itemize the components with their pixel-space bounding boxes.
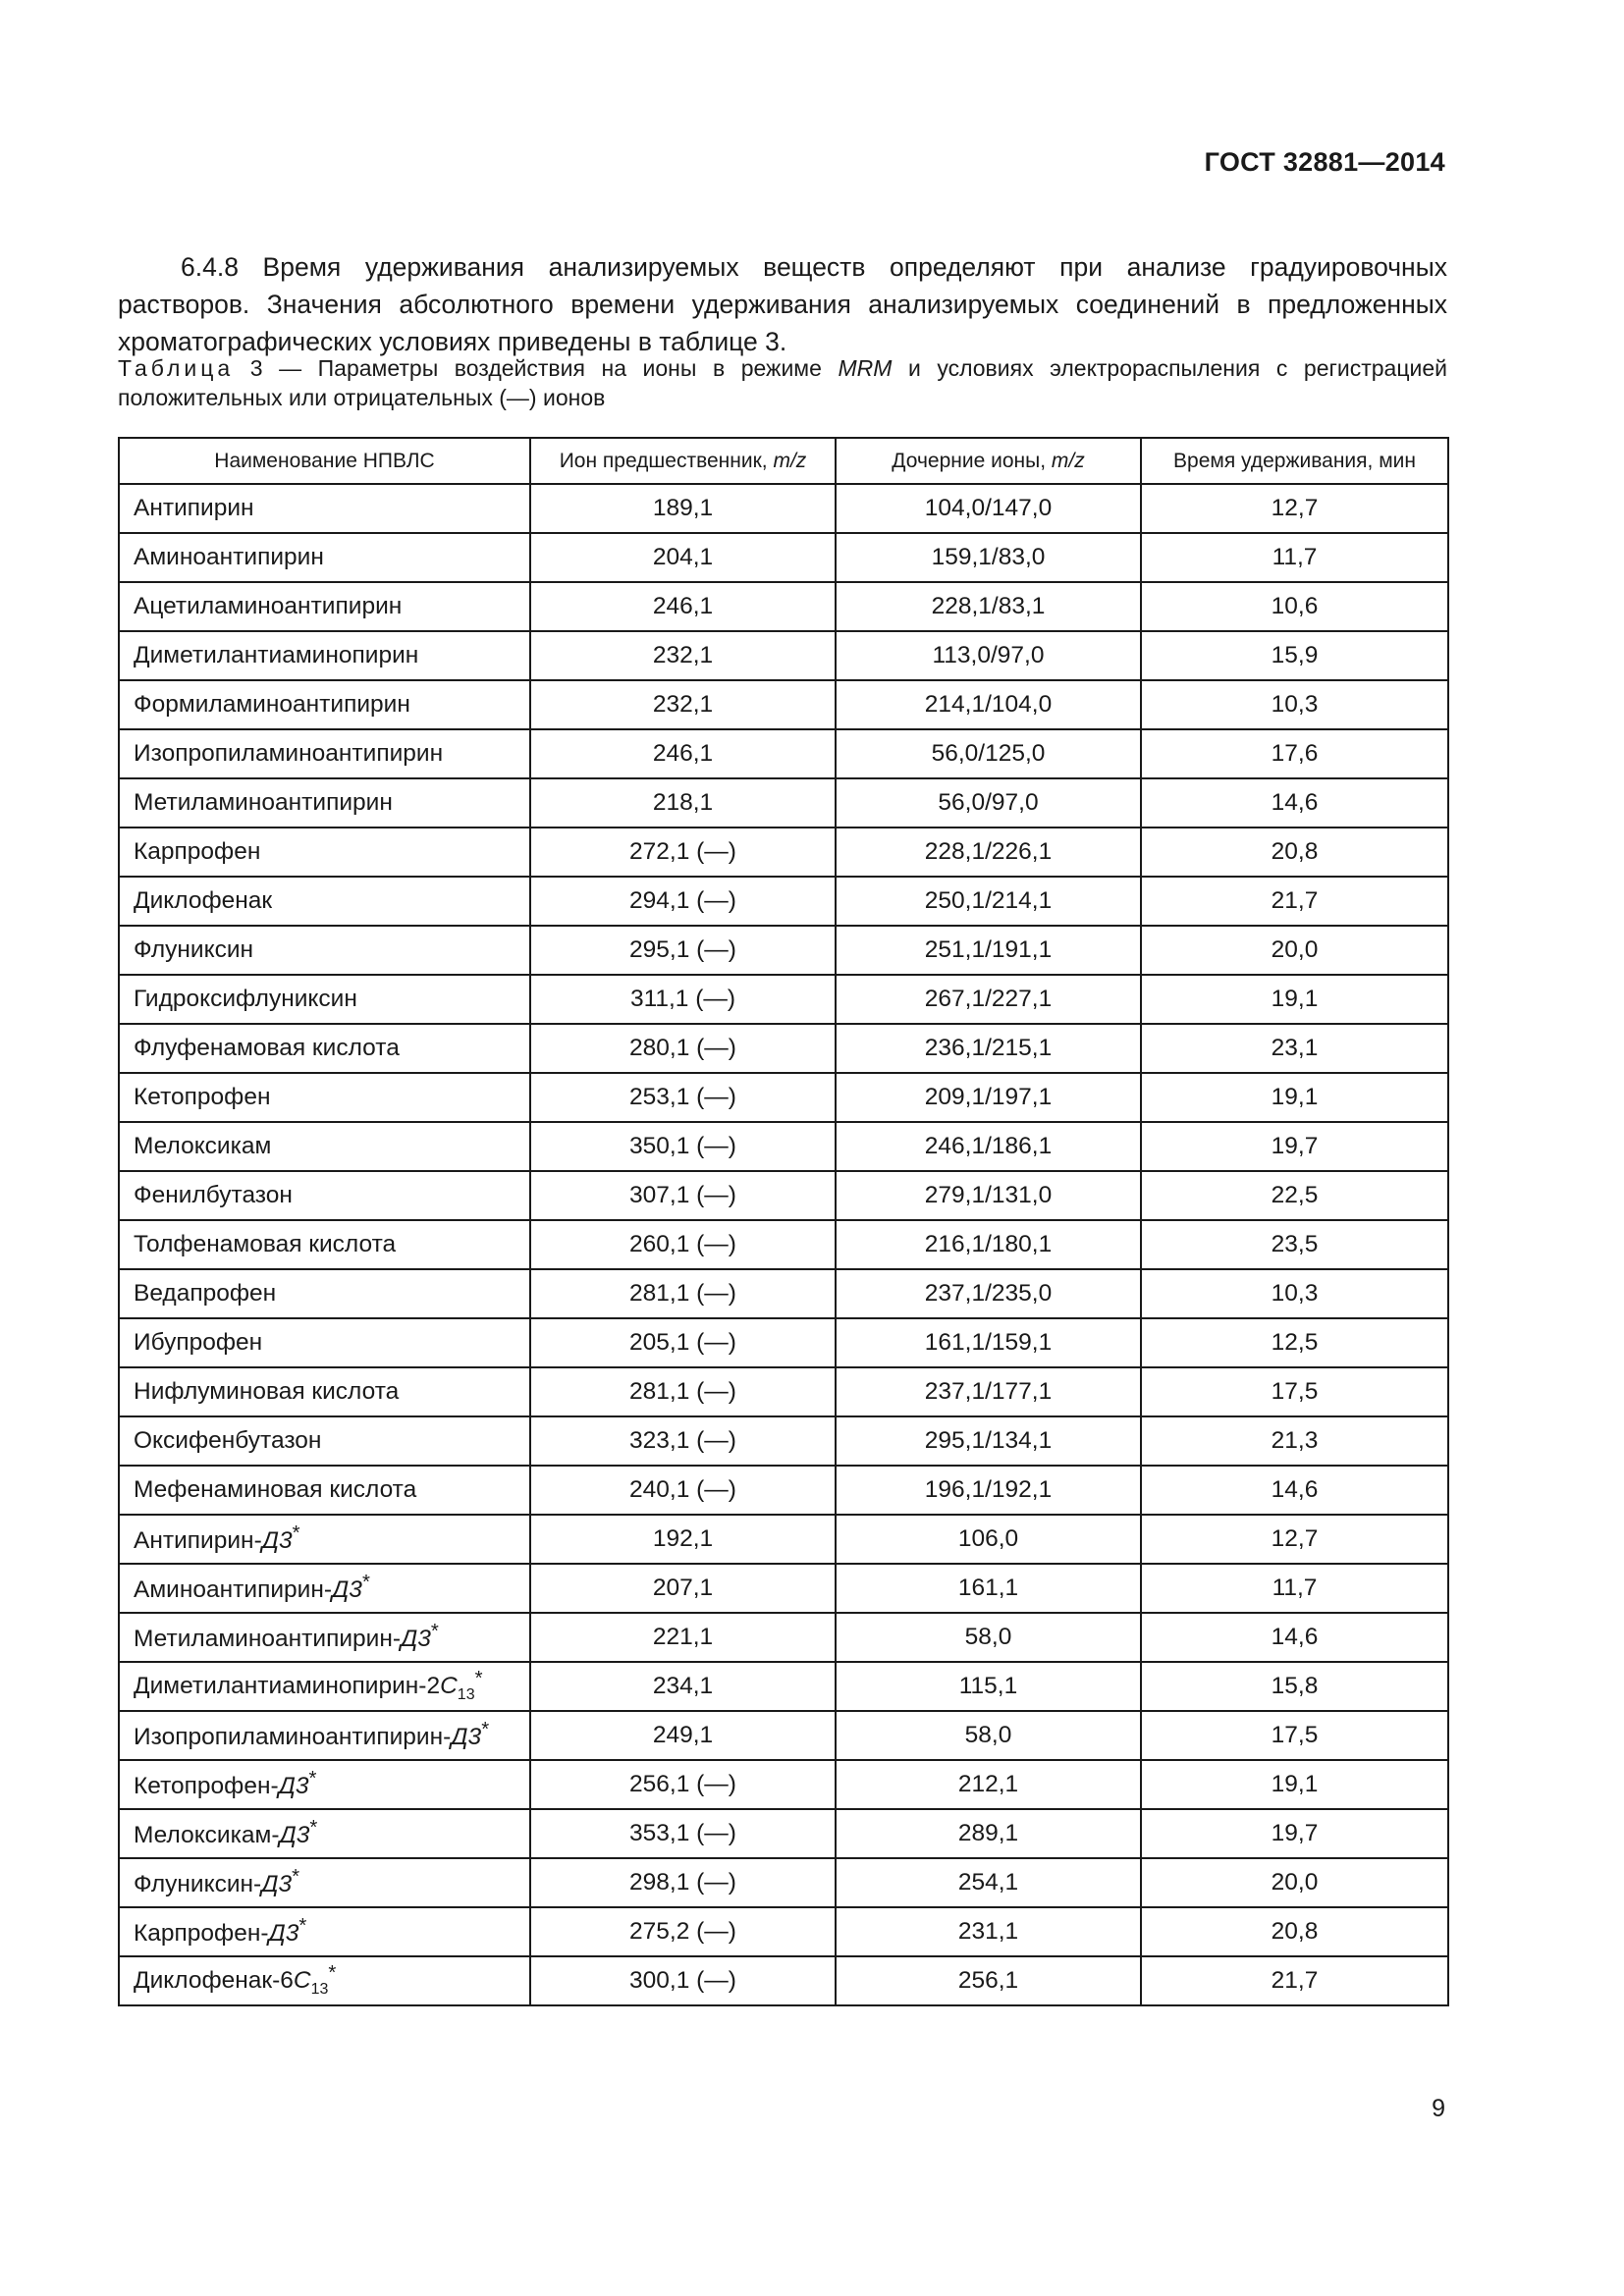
retention-time-cell: 10,3 — [1141, 1269, 1448, 1318]
daughter-ions-cell: 237,1/177,1 — [836, 1367, 1141, 1416]
daughter-ions-cell: 236,1/215,1 — [836, 1024, 1141, 1073]
precursor-ion-cell: 205,1 (—) — [530, 1318, 836, 1367]
ion-parameters-table — [118, 437, 1449, 2006]
substance-name-cell: Диклофенак — [119, 877, 530, 926]
retention-time-cell: 14,6 — [1141, 1466, 1448, 1515]
table-row — [119, 1269, 1448, 1318]
substance-name-cell: Толфенамовая кислота — [119, 1220, 530, 1269]
header-cell-name: Наименование НПВЛС — [119, 438, 530, 484]
table-row — [119, 1367, 1448, 1416]
substance-name-cell: Формиламиноантипирин — [119, 680, 530, 729]
daughter-ions-cell: 246,1/186,1 — [836, 1122, 1141, 1171]
header-cell-retention-time: Время удерживания, мин — [1141, 438, 1448, 484]
table-row — [119, 1416, 1448, 1466]
precursor-ion-cell: 295,1 (—) — [530, 926, 836, 975]
precursor-ion-cell: 249,1 — [530, 1711, 836, 1760]
table-row — [119, 1220, 1448, 1269]
daughter-ions-cell: 113,0/97,0 — [836, 631, 1141, 680]
daughter-ions-cell: 267,1/227,1 — [836, 975, 1141, 1024]
table-row — [119, 1662, 1448, 1711]
retention-time-cell: 20,0 — [1141, 926, 1448, 975]
retention-time-cell: 17,5 — [1141, 1711, 1448, 1760]
table-caption-text-after: и условиях электрораспыления с регистрацией положительных или отрицательных (—) ионов — [118, 355, 1447, 410]
substance-name-cell: Карпрофен-Д3* — [119, 1907, 530, 1956]
table-row — [119, 1318, 1448, 1367]
precursor-ion-cell: 218,1 — [530, 778, 836, 828]
table-row — [119, 680, 1448, 729]
precursor-ion-cell: 240,1 (—) — [530, 1466, 836, 1515]
retention-time-cell: 14,6 — [1141, 1613, 1448, 1662]
substance-name-cell: Диметилантиаминопирин-$2С_{13}^*$ — [119, 1662, 530, 1711]
daughter-ions-cell: 115,1 — [836, 1662, 1141, 1711]
table-row — [119, 877, 1448, 926]
substance-name-cell: Кетопрофен — [119, 1073, 530, 1122]
daughter-ions-cell: 250,1/214,1 — [836, 877, 1141, 926]
table-row — [119, 1515, 1448, 1564]
table-header-row — [119, 438, 1448, 484]
daughter-ions-cell: 58,0 — [836, 1711, 1141, 1760]
retention-time-cell: 19,1 — [1141, 975, 1448, 1024]
table-caption-text-before: 3 — Параметры воздействия на ионы в режиме — [234, 355, 839, 381]
table-row — [119, 1466, 1448, 1515]
substance-name-cell: Оксифенбутазон — [119, 1416, 530, 1466]
retention-time-cell: 17,5 — [1141, 1367, 1448, 1416]
retention-time-cell: 11,7 — [1141, 533, 1448, 582]
daughter-ions-cell: 216,1/180,1 — [836, 1220, 1141, 1269]
precursor-ion-cell: 260,1 (—) — [530, 1220, 836, 1269]
daughter-ions-cell: 254,1 — [836, 1858, 1141, 1907]
retention-time-cell: 20,8 — [1141, 828, 1448, 877]
precursor-ion-cell: 232,1 — [530, 631, 836, 680]
daughter-ions-cell: 237,1/235,0 — [836, 1269, 1141, 1318]
table-row — [119, 1024, 1448, 1073]
precursor-ion-cell: 189,1 — [530, 484, 836, 533]
table-row — [119, 1858, 1448, 1907]
substance-name-cell: Нифлуминовая кислота — [119, 1367, 530, 1416]
substance-name-cell: Мелоксикам-Д3* — [119, 1809, 530, 1858]
substance-name-cell: Ведапрофен — [119, 1269, 530, 1318]
precursor-ion-cell: 234,1 — [530, 1662, 836, 1711]
daughter-ions-cell: 295,1/134,1 — [836, 1416, 1141, 1466]
substance-name-cell: Метиламиноантипирин-Д3* — [119, 1613, 530, 1662]
table-row — [119, 582, 1448, 631]
precursor-ion-cell: 281,1 (—) — [530, 1269, 836, 1318]
substance-name-cell: Аминоантипирин-Д3* — [119, 1564, 530, 1613]
precursor-ion-cell: 353,1 (—) — [530, 1809, 836, 1858]
daughter-ions-cell: 256,1 — [836, 1956, 1141, 2005]
daughter-ions-cell: 159,1/83,0 — [836, 533, 1141, 582]
table-caption-label: Таблица — [118, 355, 235, 381]
header-cell-daughter: Дочерние ионы, m/z — [836, 438, 1141, 484]
retention-time-cell: 15,9 — [1141, 631, 1448, 680]
precursor-ion-cell: 350,1 (—) — [530, 1122, 836, 1171]
retention-time-cell: 10,3 — [1141, 680, 1448, 729]
daughter-ions-cell: 279,1/131,0 — [836, 1171, 1141, 1220]
retention-time-cell: 20,8 — [1141, 1907, 1448, 1956]
daughter-ions-cell: 212,1 — [836, 1760, 1141, 1809]
daughter-ions-cell: 58,0 — [836, 1613, 1141, 1662]
retention-time-cell: 21,3 — [1141, 1416, 1448, 1466]
precursor-ion-cell: 204,1 — [530, 533, 836, 582]
substance-name-cell: Мелоксикам — [119, 1122, 530, 1171]
daughter-ions-cell: 228,1/226,1 — [836, 828, 1141, 877]
table-row — [119, 1171, 1448, 1220]
table-row — [119, 1809, 1448, 1858]
document-header: ГОСТ 32881—2014 — [1204, 147, 1445, 177]
substance-name-cell: Изопропиламиноантипирин — [119, 729, 530, 778]
precursor-ion-cell: 246,1 — [530, 729, 836, 778]
table-row — [119, 975, 1448, 1024]
retention-time-cell: 19,7 — [1141, 1122, 1448, 1171]
retention-time-cell: 23,5 — [1141, 1220, 1448, 1269]
precursor-ion-cell: 256,1 (—) — [530, 1760, 836, 1809]
precursor-ion-cell: 300,1 (—) — [530, 1956, 836, 2005]
substance-name-cell: Карпрофен — [119, 828, 530, 877]
daughter-ions-cell: 56,0/125,0 — [836, 729, 1141, 778]
substance-name-cell: Флуфенамовая кислота — [119, 1024, 530, 1073]
retention-time-cell: 20,0 — [1141, 1858, 1448, 1907]
table-row — [119, 1613, 1448, 1662]
table-row — [119, 729, 1448, 778]
precursor-ion-cell: 307,1 (—) — [530, 1171, 836, 1220]
daughter-ions-cell: 161,1/159,1 — [836, 1318, 1141, 1367]
substance-name-cell: Диметилантиаминопирин — [119, 631, 530, 680]
daughter-ions-cell: 104,0/147,0 — [836, 484, 1141, 533]
substance-name-cell: Фенилбутазон — [119, 1171, 530, 1220]
precursor-ion-cell: 281,1 (—) — [530, 1367, 836, 1416]
retention-time-cell: 12,5 — [1141, 1318, 1448, 1367]
retention-time-cell: 17,6 — [1141, 729, 1448, 778]
retention-time-cell: 14,6 — [1141, 778, 1448, 828]
retention-time-cell: 10,6 — [1141, 582, 1448, 631]
daughter-ions-cell: 106,0 — [836, 1515, 1141, 1564]
table-caption-mode: MRM — [838, 355, 893, 381]
substance-name-cell: Кетопрофен-Д3* — [119, 1760, 530, 1809]
daughter-ions-cell: 289,1 — [836, 1809, 1141, 1858]
substance-name-cell: Ибупрофен — [119, 1318, 530, 1367]
precursor-ion-cell: 207,1 — [530, 1564, 836, 1613]
substance-name-cell: Флуниксин-Д3* — [119, 1858, 530, 1907]
table-caption — [118, 353, 1447, 412]
retention-time-cell: 21,7 — [1141, 1956, 1448, 2005]
substance-name-cell: Мефенаминовая кислота — [119, 1466, 530, 1515]
table-row — [119, 1956, 1448, 2005]
header-cell-precursor: Ион предшественник, m/z — [530, 438, 836, 484]
retention-time-cell: 11,7 — [1141, 1564, 1448, 1613]
substance-name-cell: Флуниксин — [119, 926, 530, 975]
table-row — [119, 484, 1448, 533]
daughter-ions-cell: 56,0/97,0 — [836, 778, 1141, 828]
precursor-ion-cell: 253,1 (—) — [530, 1073, 836, 1122]
substance-name-cell: Антипирин — [119, 484, 530, 533]
precursor-ion-cell: 323,1 (—) — [530, 1416, 836, 1466]
daughter-ions-cell: 231,1 — [836, 1907, 1141, 1956]
retention-time-cell: 22,5 — [1141, 1171, 1448, 1220]
section-paragraph: 6.4.8 Время удерживания анализируемых веществ определяют при анализе градуировочных растворов. Значения абсолютного времени удерживания анализируемых соединений в предложенных хроматографических условиях приведены в таблице 3. — [118, 251, 1447, 356]
substance-name-cell: Антипирин-Д3* — [119, 1515, 530, 1564]
table-row — [119, 1073, 1448, 1122]
daughter-ions-cell: 214,1/104,0 — [836, 680, 1141, 729]
substance-name-cell: Гидроксифлуниксин — [119, 975, 530, 1024]
retention-time-cell: 19,1 — [1141, 1073, 1448, 1122]
retention-time-cell: 19,1 — [1141, 1760, 1448, 1809]
retention-time-cell: 12,7 — [1141, 484, 1448, 533]
precursor-ion-cell: 280,1 (—) — [530, 1024, 836, 1073]
table-row — [119, 631, 1448, 680]
substance-name-cell: Ацетиламиноантипирин — [119, 582, 530, 631]
precursor-ion-cell: 272,1 (—) — [530, 828, 836, 877]
precursor-ion-cell: 232,1 — [530, 680, 836, 729]
table-row — [119, 533, 1448, 582]
daughter-ions-cell: 196,1/192,1 — [836, 1466, 1141, 1515]
retention-time-cell: 23,1 — [1141, 1024, 1448, 1073]
substance-name-cell: Диклофенак-$6С_{13}^*$ — [119, 1956, 530, 2005]
precursor-ion-cell: 298,1 (—) — [530, 1858, 836, 1907]
table-row — [119, 1760, 1448, 1809]
daughter-ions-cell: 251,1/191,1 — [836, 926, 1141, 975]
precursor-ion-cell: 275,2 (—) — [530, 1907, 836, 1956]
table-row — [119, 1122, 1448, 1171]
substance-name-cell: Изопропиламиноантипирин-Д3* — [119, 1711, 530, 1760]
table-row — [119, 1564, 1448, 1613]
precursor-ion-cell: 246,1 — [530, 582, 836, 631]
retention-time-cell: 19,7 — [1141, 1809, 1448, 1858]
table-row — [119, 1907, 1448, 1956]
table-row — [119, 926, 1448, 975]
table-row — [119, 828, 1448, 877]
retention-time-cell: 15,8 — [1141, 1662, 1448, 1711]
daughter-ions-cell: 209,1/197,1 — [836, 1073, 1141, 1122]
table-row — [119, 778, 1448, 828]
table-row — [119, 1711, 1448, 1760]
retention-time-cell: 21,7 — [1141, 877, 1448, 926]
substance-name-cell: Метиламиноантипирин — [119, 778, 530, 828]
precursor-ion-cell: 294,1 (—) — [530, 877, 836, 926]
precursor-ion-cell: 221,1 — [530, 1613, 836, 1662]
precursor-ion-cell: 311,1 (—) — [530, 975, 836, 1024]
daughter-ions-cell: 161,1 — [836, 1564, 1141, 1613]
precursor-ion-cell: 192,1 — [530, 1515, 836, 1564]
retention-time-cell: 12,7 — [1141, 1515, 1448, 1564]
daughter-ions-cell: 228,1/83,1 — [836, 582, 1141, 631]
substance-name-cell: Аминоантипирин — [119, 533, 530, 582]
page-number: 9 — [1432, 2095, 1445, 2122]
